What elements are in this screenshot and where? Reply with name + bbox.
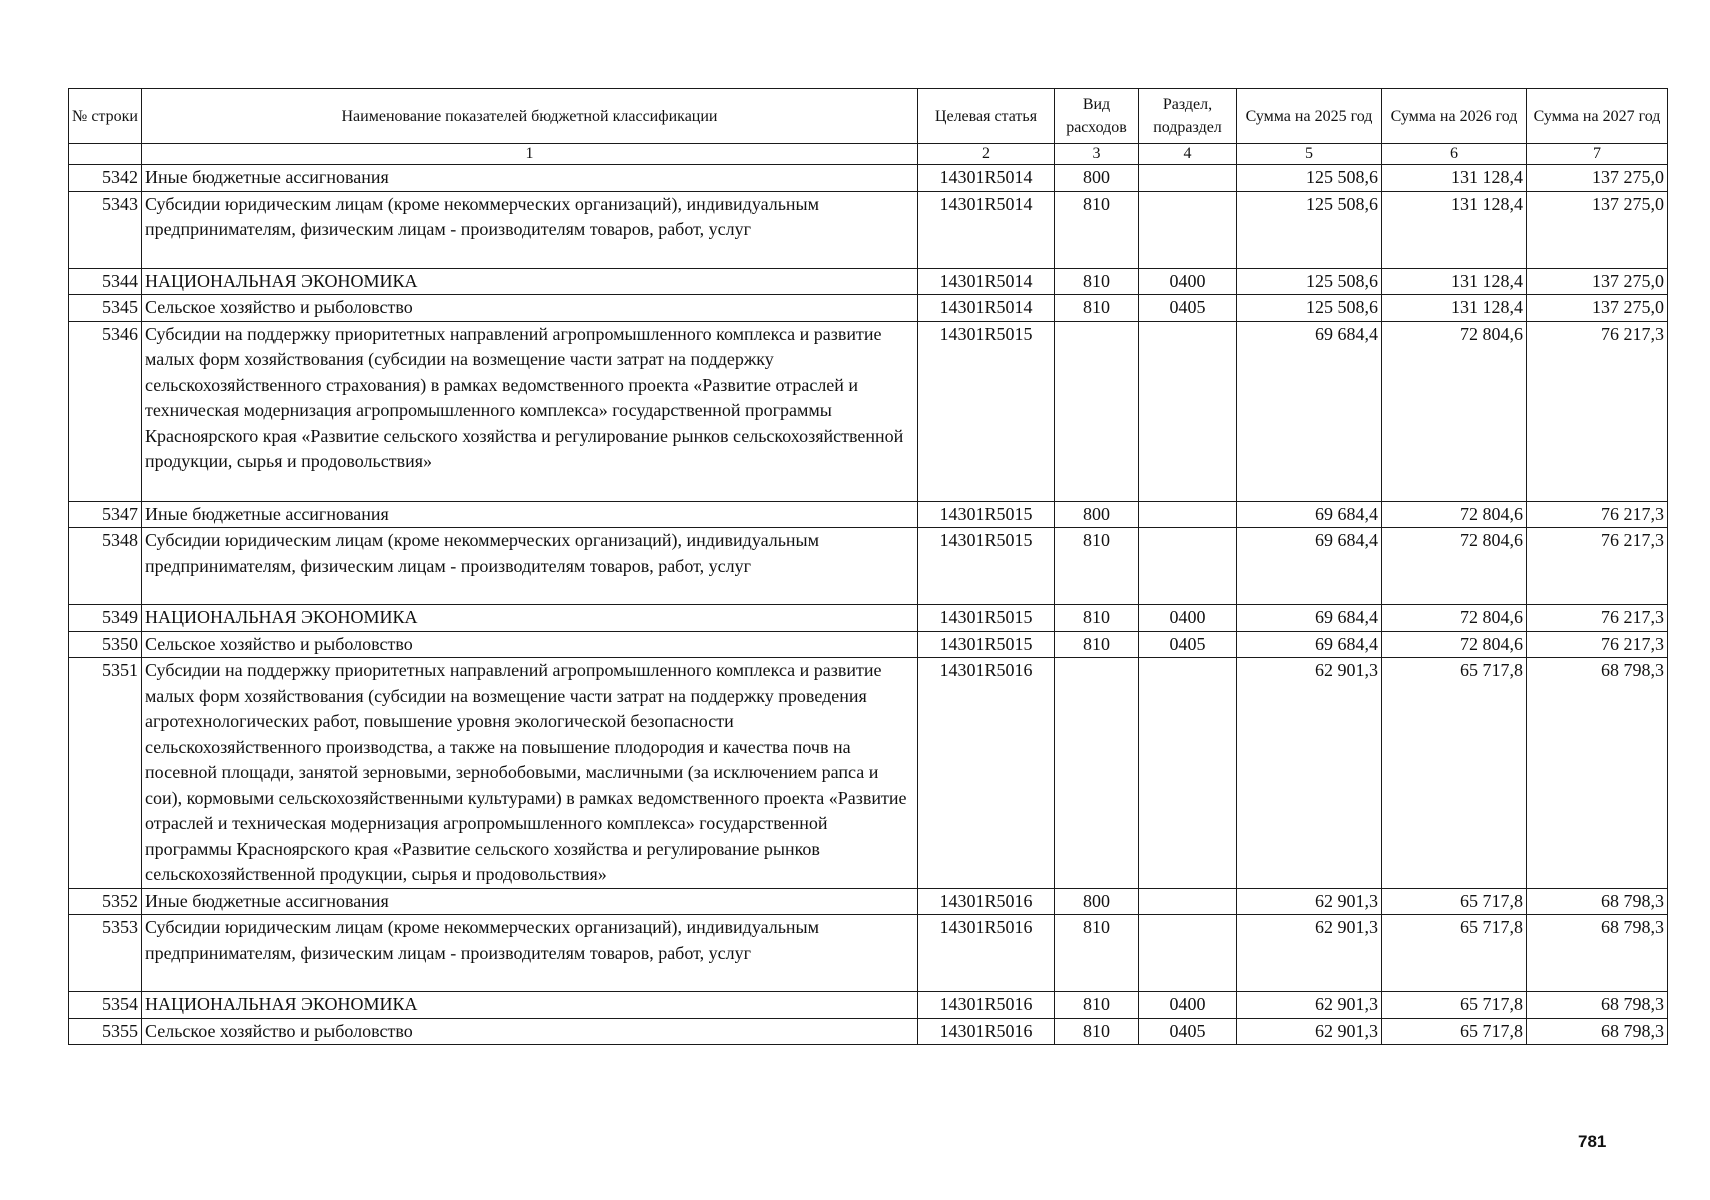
- sum-2025: 62 901,3: [1237, 1018, 1382, 1045]
- row-number: 5343: [69, 191, 142, 268]
- table-row: [69, 605, 1668, 632]
- sum-2026: 72 804,6: [1382, 631, 1527, 658]
- sum-2026: 72 804,6: [1382, 321, 1527, 501]
- column-number: 4: [1139, 144, 1237, 165]
- sum-2027: 76 217,3: [1527, 501, 1668, 528]
- indicator-name: Иные бюджетные ассигнования: [142, 501, 918, 528]
- sum-2026: 72 804,6: [1382, 605, 1527, 632]
- target-article: 14301R5014: [918, 268, 1055, 295]
- expense-type: 810: [1055, 268, 1139, 295]
- target-article: 14301R5016: [918, 915, 1055, 992]
- section-code: [1139, 915, 1237, 992]
- row-number: 5342: [69, 165, 142, 192]
- row-number: 5347: [69, 501, 142, 528]
- sum-2025: 69 684,4: [1237, 631, 1382, 658]
- sum-2026: 131 128,4: [1382, 191, 1527, 268]
- section-code: 0405: [1139, 631, 1237, 658]
- header-sum-2026: Сумма на 2026 год: [1382, 89, 1527, 144]
- table-row: [69, 915, 1668, 992]
- budget-table: [68, 88, 1668, 1045]
- sum-2027: 137 275,0: [1527, 165, 1668, 192]
- table-row: [69, 295, 1668, 322]
- sum-2026: 65 717,8: [1382, 915, 1527, 992]
- target-article: 14301R5016: [918, 888, 1055, 915]
- table-row: [69, 321, 1668, 501]
- sum-2025: 69 684,4: [1237, 321, 1382, 501]
- table-header-row: [69, 89, 1668, 144]
- indicator-name: Сельское хозяйство и рыболовство: [142, 295, 918, 322]
- target-article: 14301R5014: [918, 191, 1055, 268]
- target-article: 14301R5016: [918, 1018, 1055, 1045]
- sum-2027: 68 798,3: [1527, 915, 1668, 992]
- sum-2025: 62 901,3: [1237, 992, 1382, 1019]
- sum-2025: 125 508,6: [1237, 268, 1382, 295]
- page-number: 781: [1578, 1132, 1607, 1151]
- target-article: 14301R5015: [918, 528, 1055, 605]
- target-article: 14301R5015: [918, 321, 1055, 501]
- header-indicator-name: Наименование показателей бюджетной классификации: [142, 89, 918, 144]
- table-row: [69, 631, 1668, 658]
- sum-2027: 76 217,3: [1527, 605, 1668, 632]
- row-number: 5355: [69, 1018, 142, 1045]
- row-number: 5353: [69, 915, 142, 992]
- sum-2025: 125 508,6: [1237, 295, 1382, 322]
- sum-2025: 69 684,4: [1237, 605, 1382, 632]
- indicator-name: НАЦИОНАЛЬНАЯ ЭКОНОМИКА: [142, 268, 918, 295]
- indicator-name: Субсидии юридическим лицам (кроме некоммерческих организаций), индивидуальным предпринимателям, физическим лицам - производителям товаров, работ, услуг: [142, 191, 918, 268]
- expense-type: [1055, 321, 1139, 501]
- expense-type: 800: [1055, 888, 1139, 915]
- section-code: [1139, 528, 1237, 605]
- indicator-name: Субсидии на поддержку приоритетных направлений агропромышленного комплекса и развитие малых форм хозяйствования (субсидии на возмещение части затрат на поддержку проведения агротехнологических работ, повышение уровня экологической безопасности сельскохозяйственного производства, а также на повышение плодородия и качества почв на посевной площади, занятой зерновыми, зернобобовыми, масличными (за исключением рапса и сои), кормовыми сельскохозяйственными культурами) в рамках ведомственного проекта «Развитие отраслей и техническая модернизация агропромышленного комплекса» государственной программы Красноярского края «Развитие сельского хозяйства и регулирование рынков сельскохозяйственной продукции, сырья и продовольствия»: [142, 658, 918, 889]
- section-code: 0405: [1139, 295, 1237, 322]
- indicator-name: Субсидии на поддержку приоритетных направлений агропромышленного комплекса и развитие малых форм хозяйствования (субсидии на возмещение части затрат на поддержку сельскохозяйственного страхования) в рамках ведомственного проекта «Развитие отраслей и техническая модернизация агропромышленного комплекса» государственной программы Красноярского края «Развитие сельского хозяйства и регулирование рынков сельскохозяйственной продукции, сырья и продовольствия»: [142, 321, 918, 501]
- section-code: [1139, 165, 1237, 192]
- sum-2027: 76 217,3: [1527, 631, 1668, 658]
- target-article: 14301R5016: [918, 992, 1055, 1019]
- sum-2026: 72 804,6: [1382, 501, 1527, 528]
- sum-2027: 68 798,3: [1527, 1018, 1668, 1045]
- sum-2026: 131 128,4: [1382, 165, 1527, 192]
- column-number: 7: [1527, 144, 1668, 165]
- table-row: [69, 191, 1668, 268]
- row-number: 5344: [69, 268, 142, 295]
- expense-type: 810: [1055, 1018, 1139, 1045]
- indicator-name: Субсидии юридическим лицам (кроме некоммерческих организаций), индивидуальным предпринимателям, физическим лицам - производителям товаров, работ, услуг: [142, 915, 918, 992]
- row-number: 5352: [69, 888, 142, 915]
- column-number: 6: [1382, 144, 1527, 165]
- sum-2026: 131 128,4: [1382, 295, 1527, 322]
- expense-type: 810: [1055, 295, 1139, 322]
- sum-2027: 76 217,3: [1527, 528, 1668, 605]
- expense-type: 810: [1055, 528, 1139, 605]
- expense-type: 810: [1055, 631, 1139, 658]
- column-number: [69, 144, 142, 165]
- sum-2025: 62 901,3: [1237, 888, 1382, 915]
- row-number: 5350: [69, 631, 142, 658]
- header-section: Раздел, подраздел: [1139, 89, 1237, 144]
- expense-type: 810: [1055, 605, 1139, 632]
- table-row: [69, 1018, 1668, 1045]
- target-article: 14301R5014: [918, 295, 1055, 322]
- section-code: 0400: [1139, 268, 1237, 295]
- row-number: 5354: [69, 992, 142, 1019]
- sum-2027: 137 275,0: [1527, 268, 1668, 295]
- sum-2026: 65 717,8: [1382, 1018, 1527, 1045]
- section-code: [1139, 191, 1237, 268]
- row-number: 5346: [69, 321, 142, 501]
- header-sum-2025: Сумма на 2025 год: [1237, 89, 1382, 144]
- sum-2025: 69 684,4: [1237, 501, 1382, 528]
- expense-type: [1055, 658, 1139, 889]
- expense-type: 800: [1055, 165, 1139, 192]
- sum-2025: 69 684,4: [1237, 528, 1382, 605]
- row-number: 5348: [69, 528, 142, 605]
- sum-2027: 68 798,3: [1527, 992, 1668, 1019]
- target-article: 14301R5016: [918, 658, 1055, 889]
- table-row: [69, 658, 1668, 889]
- table-row: [69, 501, 1668, 528]
- column-number: 2: [918, 144, 1055, 165]
- sum-2025: 125 508,6: [1237, 165, 1382, 192]
- table-row: [69, 528, 1668, 605]
- sum-2025: 62 901,3: [1237, 915, 1382, 992]
- sum-2027: 68 798,3: [1527, 658, 1668, 889]
- indicator-name: НАЦИОНАЛЬНАЯ ЭКОНОМИКА: [142, 992, 918, 1019]
- row-number: 5351: [69, 658, 142, 889]
- section-code: [1139, 888, 1237, 915]
- section-code: 0405: [1139, 1018, 1237, 1045]
- section-code: [1139, 658, 1237, 889]
- row-number: 5349: [69, 605, 142, 632]
- table-row: [69, 888, 1668, 915]
- header-target-article: Целевая статья: [918, 89, 1055, 144]
- section-code: [1139, 321, 1237, 501]
- header-expense-type: Вид расходов: [1055, 89, 1139, 144]
- sum-2026: 65 717,8: [1382, 888, 1527, 915]
- target-article: 14301R5015: [918, 501, 1055, 528]
- sum-2025: 62 901,3: [1237, 658, 1382, 889]
- column-number: 5: [1237, 144, 1382, 165]
- section-code: [1139, 501, 1237, 528]
- sum-2027: 76 217,3: [1527, 321, 1668, 501]
- column-number-row: [69, 144, 1668, 165]
- expense-type: 810: [1055, 992, 1139, 1019]
- sum-2026: 131 128,4: [1382, 268, 1527, 295]
- sum-2027: 137 275,0: [1527, 191, 1668, 268]
- target-article: 14301R5014: [918, 165, 1055, 192]
- table-row: [69, 165, 1668, 192]
- target-article: 14301R5015: [918, 631, 1055, 658]
- target-article: 14301R5015: [918, 605, 1055, 632]
- header-row-number: № строки: [69, 89, 142, 144]
- indicator-name: Сельское хозяйство и рыболовство: [142, 1018, 918, 1045]
- sum-2025: 125 508,6: [1237, 191, 1382, 268]
- table-row: [69, 992, 1668, 1019]
- expense-type: 810: [1055, 191, 1139, 268]
- indicator-name: НАЦИОНАЛЬНАЯ ЭКОНОМИКА: [142, 605, 918, 632]
- table-row: [69, 268, 1668, 295]
- section-code: 0400: [1139, 992, 1237, 1019]
- row-number: 5345: [69, 295, 142, 322]
- sum-2027: 68 798,3: [1527, 888, 1668, 915]
- column-number: 3: [1055, 144, 1139, 165]
- sum-2027: 137 275,0: [1527, 295, 1668, 322]
- expense-type: 810: [1055, 915, 1139, 992]
- sum-2026: 72 804,6: [1382, 528, 1527, 605]
- section-code: 0400: [1139, 605, 1237, 632]
- column-number: 1: [142, 144, 918, 165]
- sum-2026: 65 717,8: [1382, 992, 1527, 1019]
- indicator-name: Иные бюджетные ассигнования: [142, 888, 918, 915]
- indicator-name: Сельское хозяйство и рыболовство: [142, 631, 918, 658]
- indicator-name: Субсидии юридическим лицам (кроме некоммерческих организаций), индивидуальным предпринимателям, физическим лицам - производителям товаров, работ, услуг: [142, 528, 918, 605]
- header-sum-2027: Сумма на 2027 год: [1527, 89, 1668, 144]
- sum-2026: 65 717,8: [1382, 658, 1527, 889]
- indicator-name: Иные бюджетные ассигнования: [142, 165, 918, 192]
- expense-type: 800: [1055, 501, 1139, 528]
